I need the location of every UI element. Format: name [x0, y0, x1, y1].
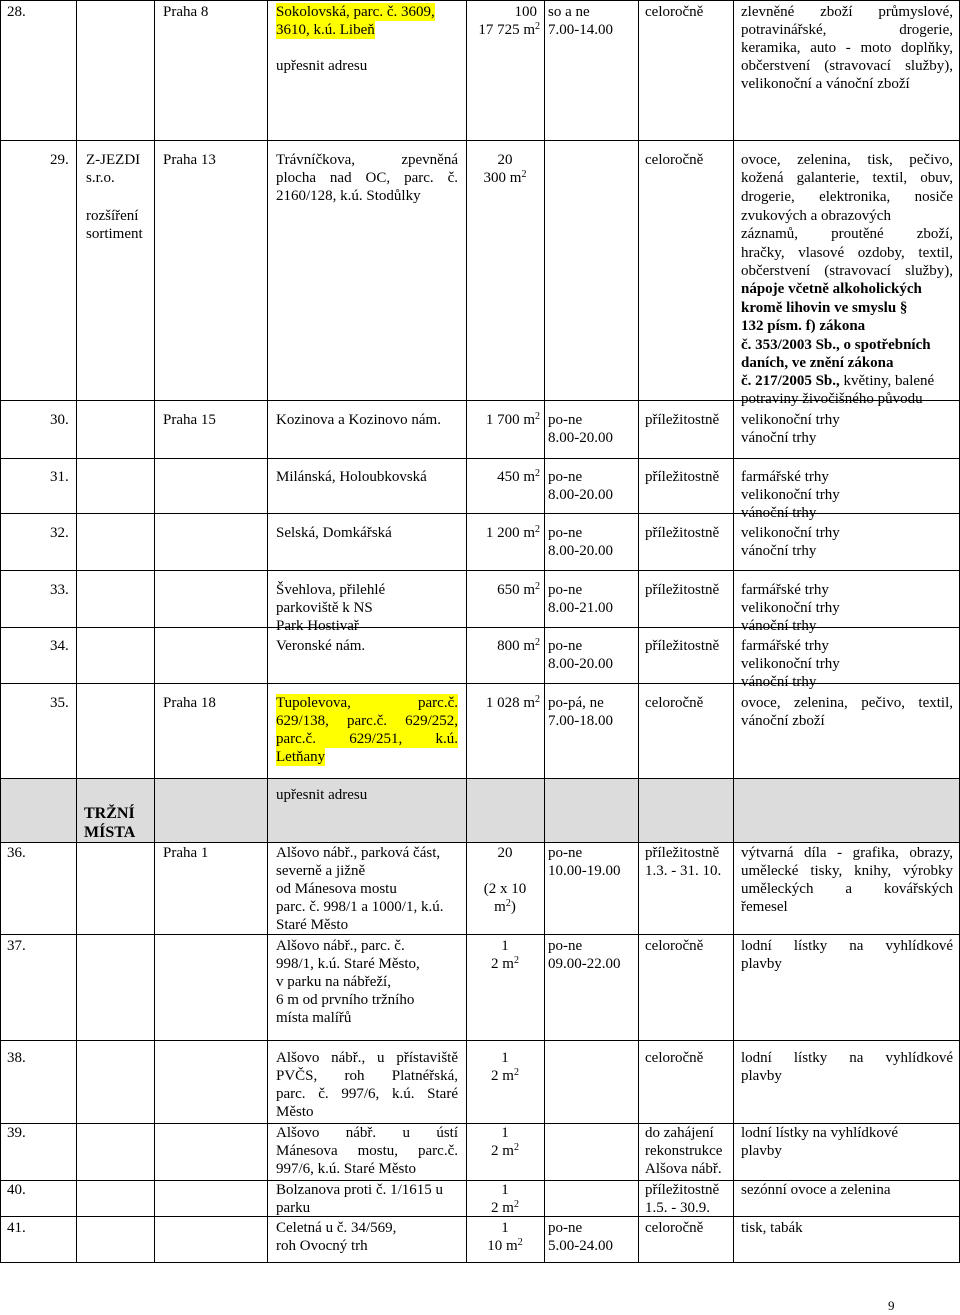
operator: s.r.o. [86, 170, 115, 186]
location-line: Tupolevova, parc.č. [276, 695, 458, 711]
goods-line: velikonoční trhy [741, 656, 840, 672]
goods-line: velikonoční a vánoční zboží [741, 76, 910, 92]
location-line: severně a jižně [276, 863, 366, 879]
location-line: Alšovo nábř., u přístaviště [276, 1050, 458, 1066]
period: příležitostně [645, 638, 720, 654]
goods-line: plavby [741, 956, 782, 972]
period: Alšova nábř. [645, 1161, 722, 1177]
hours: po-pá, ne [548, 695, 604, 711]
operator-note: sortiment [86, 226, 143, 242]
goods-line: farmářské trhy [741, 469, 829, 485]
goods-line: farmářské trhy [741, 582, 829, 598]
hours: po-ne [548, 845, 583, 861]
section-band [1, 779, 959, 842]
location-line: parc.č. 629/251, k.ú. [276, 731, 458, 747]
size: 1 [501, 1220, 509, 1236]
location-line: Milánská, Holoubkovská [276, 469, 427, 485]
hours: so a ne [548, 4, 590, 20]
size-area: $m^2$) [494, 898, 516, 915]
size-area: 300 $m^2$ [483, 169, 527, 186]
goods-line: velikonoční trhy [741, 487, 840, 503]
period: příležitostně [645, 412, 720, 428]
period: celoročně [645, 152, 704, 168]
district: Praha 13 [163, 152, 216, 168]
goods-line: lodní lístky na vyhlídkové [741, 938, 953, 954]
goods-line: ovoce, zelenina, pečivo, textil, [741, 695, 953, 711]
size: 1 [501, 938, 509, 954]
goods-line: farmářské trhy [741, 638, 829, 654]
hours: 7.00-14.00 [548, 22, 613, 38]
size: 20 [497, 845, 513, 861]
location-line: Mánesova mostu, parc.č. [276, 1143, 458, 1159]
location-line: Veronské nám. [276, 638, 366, 654]
row-number: 31. [50, 469, 69, 485]
location-line: plocha nad OC, parc. č. [276, 170, 458, 186]
goods-line: č. 353/2003 Sb., o spotřebních [741, 337, 931, 353]
location-line: Alšovo nábř. u ústí [276, 1125, 458, 1141]
location-line: 997/6, k.ú. Staré Město [276, 1161, 416, 1177]
goods-line: lodní lístky na vyhlídkové [741, 1050, 953, 1066]
location-line: od Mánesova mostu [276, 881, 397, 897]
location-line: PVČS, roh Platnéřská, [276, 1068, 458, 1084]
location-line: 6 m od prvního tržního [276, 992, 415, 1008]
location-line: 3610, k.ú. Libeň [276, 22, 375, 38]
size-area: 650 $m^2$ [497, 581, 540, 598]
goods-line: hračky, vlasové ozdoby, textil, [741, 245, 953, 261]
hours: 8.00-20.00 [548, 543, 613, 559]
row-number: 29. [50, 152, 69, 168]
goods-line: vánoční zboží [741, 713, 825, 729]
location-line: Park Hostivař [276, 618, 359, 634]
period: příležitostně [645, 1182, 720, 1198]
size-area: 2 $m^2$ [491, 1199, 519, 1216]
row-number: 36. [7, 845, 26, 861]
goods-line: velikonoční trhy [741, 600, 840, 616]
goods-line: potraviny živočišného původu [741, 391, 923, 407]
location-line: parkoviště k NS [276, 600, 373, 616]
district: Praha 8 [163, 4, 209, 20]
goods-line: kožená galanterie, textil, obuv, [741, 170, 953, 186]
size: 100 [514, 4, 537, 20]
section-title: MÍSTA [84, 824, 136, 841]
goods-line: plavby [741, 1068, 782, 1084]
period: celoročně [645, 695, 704, 711]
period: celoročně [645, 1220, 704, 1236]
hours: 10.00-19.00 [548, 863, 621, 879]
goods-line: uměleckých a kovářských [741, 881, 953, 897]
period: celoročně [645, 1050, 704, 1066]
hours: 7.00-18.00 [548, 713, 613, 729]
row-number: 40. [7, 1182, 26, 1198]
size: 1 [501, 1125, 509, 1141]
goods-line: velikonoční trhy [741, 412, 840, 428]
size: 20 [497, 152, 513, 168]
goods-line: nápoje včetně alkoholických [741, 281, 922, 297]
goods-line: řemesel [741, 899, 788, 915]
row-number: 38. [7, 1050, 26, 1066]
location-line: Město [276, 1104, 314, 1120]
size: 1 [501, 1050, 509, 1066]
location-line: Alšovo nábř., parc. č. [276, 938, 405, 954]
location-line: místa malířů [276, 1010, 352, 1026]
hours: po-ne [548, 582, 583, 598]
goods-line: záznamů, proutěné zboží, [741, 226, 953, 242]
district: Praha 1 [163, 845, 209, 861]
goods-line: tisk, tabák [741, 1220, 803, 1236]
goods-line: lodní lístky na vyhlídkové [741, 1125, 899, 1141]
hours: 8.00-20.00 [548, 656, 613, 672]
hours: po-ne [548, 938, 583, 954]
goods-line: vánoční trhy [741, 674, 817, 690]
goods-line: velikonoční trhy [741, 525, 840, 541]
goods-line: č. 217/2005 Sb., květiny, balené [741, 373, 935, 389]
location-line: Bolzanova proti č. 1/1615 u [276, 1182, 444, 1198]
hours: 5.00-24.00 [548, 1238, 613, 1254]
row-number: 30. [50, 412, 69, 428]
row-number: 34. [50, 638, 69, 654]
location-line: Celetná u č. 34/569, [276, 1220, 397, 1236]
location-line: Alšovo nábř., parková část, [276, 845, 441, 861]
goods-line: zvukových a obrazových [741, 208, 891, 224]
operator: Z-JEZDI [86, 152, 141, 168]
period: 1.3. - 31. 10. [645, 863, 722, 879]
goods-line: výtvarná díla - grafika, obrazy, [741, 845, 953, 861]
period: příležitostně [645, 845, 720, 861]
goods-line: vánoční trhy [741, 430, 817, 446]
period: příležitostně [645, 582, 720, 598]
size: 1 [501, 1182, 509, 1198]
goods-line: keramika, auto - moto doplňky, [741, 40, 953, 56]
location-line: Sokolovská, parc. č. 3609, [276, 4, 435, 20]
row-number: 33. [50, 582, 69, 598]
period: 1.5. - 30.9. [645, 1200, 710, 1216]
location-line: Trávníčkova, zpevněná [276, 152, 458, 168]
hours: 8.00-21.00 [548, 600, 613, 616]
goods-line: kromě lihovin ve smyslu § [741, 300, 908, 316]
location-line: Staré Město [276, 917, 349, 933]
location-line: v parku na nábřeží, [276, 974, 391, 990]
section-title: TRŽNÍ [84, 805, 135, 822]
goods-line: sezónní ovoce a zelenina [741, 1182, 891, 1198]
location-line: 998/1, k.ú. Staré Město, [276, 956, 420, 972]
size-area: 10 $m^2$ [487, 1237, 523, 1254]
goods-line: vánoční trhy [741, 618, 817, 634]
location-line: 629/138, parc.č. 629/252, [276, 713, 458, 729]
goods-line: drogerie, elektronika, nosiče [741, 189, 953, 205]
size-area: 1 200 $m^2$ [485, 524, 540, 541]
hours: po-ne [548, 469, 583, 485]
size-area: 2 $m^2$ [491, 1142, 519, 1159]
goods-line: 132 písm. f) zákona [741, 318, 866, 334]
location-line: 2160/128, k.ú. Stodůlky [276, 188, 421, 204]
page-number: 9 [888, 1298, 895, 1313]
hours: po-ne [548, 638, 583, 654]
location-line: Selská, Domkářská [276, 525, 392, 541]
row-number: 41. [7, 1220, 26, 1236]
period: celoročně [645, 4, 704, 20]
hours: po-ne [548, 1220, 583, 1236]
district: Praha 15 [163, 412, 216, 428]
size-area: 2 $m^2$ [491, 955, 519, 972]
hours: po-ne [548, 525, 583, 541]
row-number: 35. [50, 695, 69, 711]
hours: po-ne [548, 412, 583, 428]
size-area: 1 028 $m^2$ [485, 694, 540, 711]
goods-line: plavby [741, 1143, 782, 1159]
goods-line: daních, ve znění zákona [741, 355, 894, 371]
size-area: 2 $m^2$ [491, 1067, 519, 1084]
period: do zahájení [645, 1125, 714, 1141]
size-area: 800 $m^2$ [497, 637, 540, 654]
row-number: 32. [50, 525, 69, 541]
goods-line: vánoční trhy [741, 543, 817, 559]
goods-line: vánoční trhy [741, 505, 817, 521]
location-line: parc. č. 997/6, k.ú. Staré [276, 1086, 458, 1102]
goods-line: zlevněné zboží průmyslové, [741, 4, 953, 20]
hours: 8.00-20.00 [548, 487, 613, 503]
location-line: parku [276, 1200, 311, 1216]
goods-line: potravinářské, drogerie, [741, 22, 953, 38]
hours: 09.00-22.00 [548, 956, 621, 972]
size-area: 450 $m^2$ [497, 468, 540, 485]
hours: 8.00-20.00 [548, 430, 613, 446]
period: příležitostně [645, 469, 720, 485]
row-number: 39. [7, 1125, 26, 1141]
location-note: upřesnit adresu [276, 787, 368, 803]
size: (2 x 10 [483, 881, 527, 897]
location-line: roh Ovocný trh [276, 1238, 368, 1254]
size-area: 1 700 $m^2$ [485, 411, 540, 428]
district: Praha 18 [163, 695, 216, 711]
goods-line: ovoce, zelenina, tisk, pečivo, [741, 152, 953, 168]
row-number: 37. [7, 938, 26, 954]
size-area: 17 725 $m^2$ [478, 21, 540, 38]
location-line: parc. č. 998/1 a 1000/1, k.ú. [276, 899, 444, 915]
period: rekonstrukce [645, 1143, 723, 1159]
period: celoročně [645, 938, 704, 954]
location-note: upřesnit adresu [276, 58, 368, 74]
location-line: Kozinova a Kozinovo nám. [276, 412, 441, 428]
period: příležitostně [645, 525, 720, 541]
goods-line: umělecké tisky, knihy, výrobky [741, 863, 953, 879]
goods-line: občerstvení (stravovací služby), [741, 58, 953, 74]
location-line: Letňany [276, 749, 326, 765]
row-number: 28. [7, 4, 26, 20]
operator-note: rozšíření [86, 208, 139, 224]
goods-line: občerstvení (stravovací služby), [741, 263, 953, 279]
location-line: Švehlova, přilehlé [276, 582, 386, 598]
